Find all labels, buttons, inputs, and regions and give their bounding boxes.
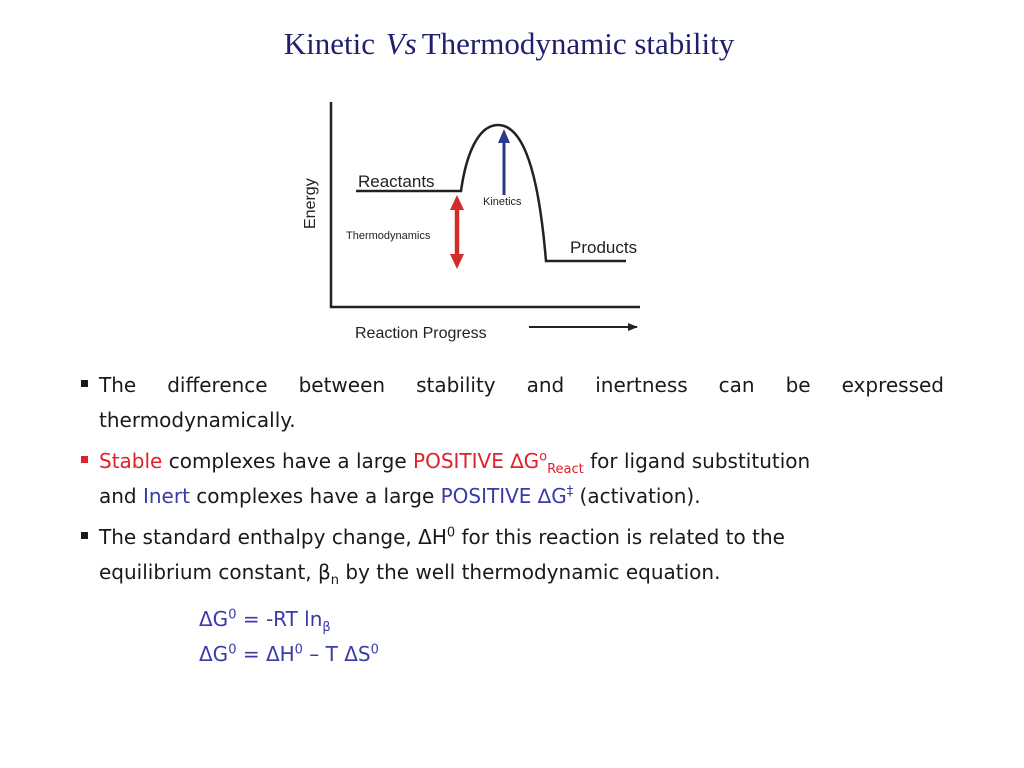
title-kinetic: Kinetic xyxy=(283,26,375,61)
eq2-sup-c: 0 xyxy=(370,642,379,658)
double-dagger-sup: ‡ xyxy=(566,484,574,500)
eq2-sup-a: 0 xyxy=(228,642,237,658)
eq2-a: ΔG xyxy=(199,642,229,666)
eq1-sub: β xyxy=(322,620,331,635)
bullet-marker xyxy=(81,380,88,387)
bullet2-line1 xyxy=(99,444,944,479)
kinetics-label: Kinetics xyxy=(483,196,522,208)
thermo-arrow-head-up xyxy=(450,195,464,210)
bullet3-text-4: by the well thermodynamic equation. xyxy=(339,560,721,584)
positive-term-1: POSITIVE xyxy=(413,449,511,473)
bullet3-text-2: for this reaction is related to the xyxy=(455,525,785,549)
title-vs: Vs xyxy=(385,26,417,61)
energy-diagram xyxy=(290,95,660,355)
delta-g-sup: o xyxy=(539,449,548,465)
y-axis-label: Energy xyxy=(302,178,319,229)
bullet1-line1: The difference between stability and inertness can be expressed xyxy=(99,373,944,397)
equation-gibbs-beta xyxy=(199,602,379,637)
delta-g-sub-react: React xyxy=(547,462,584,477)
bullet3-text-1: The standard enthalpy change, ΔH xyxy=(99,525,447,549)
bullet-marker xyxy=(81,532,88,539)
positive-term-2: POSITIVE xyxy=(440,484,532,508)
bullet-stable-inert xyxy=(78,444,944,514)
delta-h-sup: 0 xyxy=(446,525,456,541)
bullet2-text-4: complexes have a large xyxy=(189,484,441,508)
eq1-sup: 0 xyxy=(228,607,237,623)
bullet2-text-5: (activation). xyxy=(573,484,701,508)
bullet-marker xyxy=(81,456,88,463)
bullet3-line2 xyxy=(99,555,944,590)
bullet1-line2: thermodynamically. xyxy=(99,408,296,432)
products-label: Products xyxy=(570,238,638,257)
kinetics-arrow-head xyxy=(498,129,510,143)
equation-gibbs-enthalpy xyxy=(199,637,379,672)
bullet2-text-3: and xyxy=(99,484,143,508)
delta-g-symbol: ∆G xyxy=(510,449,540,473)
stable-term: Stable xyxy=(99,449,163,473)
reactants-label: Reactants xyxy=(358,172,435,191)
x-axis-label: Reaction Progress xyxy=(355,325,487,342)
title-thermodynamic: Thermodynamic stability xyxy=(421,26,735,61)
slide-title xyxy=(0,26,1018,62)
thermodynamics-label: Thermodynamics xyxy=(346,230,431,242)
bullet-stability-inertness xyxy=(78,368,944,438)
bullet2-text-2: for ligand substitution xyxy=(583,449,811,473)
eq2-b: = ΔH xyxy=(236,642,295,666)
bullet3-text-3: equilibrium constant, β xyxy=(99,560,331,584)
bullet3-line1 xyxy=(99,520,944,555)
eq1-rhs: = -RT ln xyxy=(236,607,323,631)
bullet-enthalpy xyxy=(78,520,944,590)
inert-term: Inert xyxy=(142,484,190,508)
delta-g-activation xyxy=(531,484,573,508)
eq2-c: – T ΔS xyxy=(302,642,371,666)
beta-sub-n: n xyxy=(330,573,340,588)
bullet2-text: complexes have a large xyxy=(162,449,414,473)
delta-g-react xyxy=(510,449,584,477)
thermo-arrow-head-down xyxy=(450,254,464,269)
equations xyxy=(199,602,379,672)
delta-g-activation-symbol: ∆G xyxy=(531,484,567,508)
eq1-lhs: ΔG xyxy=(199,607,229,631)
bullet-list xyxy=(78,368,944,596)
bullet2-line2 xyxy=(99,479,944,514)
eq2-sup-b: 0 xyxy=(294,642,303,658)
